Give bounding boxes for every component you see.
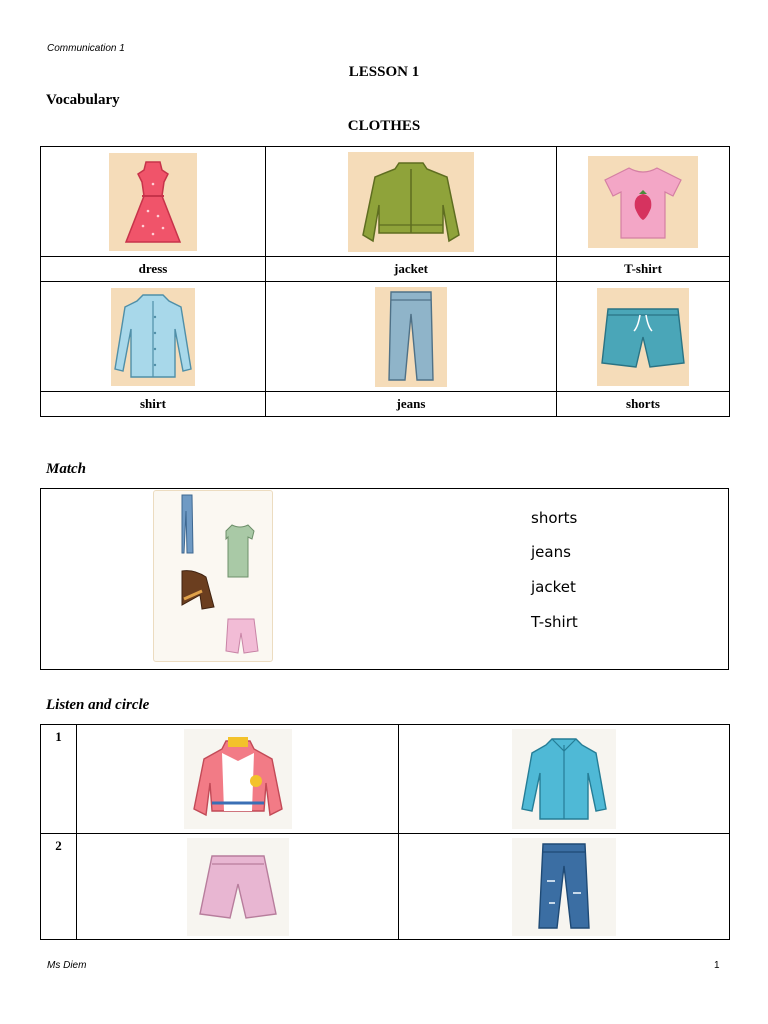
vocab-image-cell (41, 147, 266, 257)
footer-author: Ms Diem (47, 960, 87, 971)
match-heading: Match (46, 461, 87, 477)
shirt-icon (111, 288, 195, 386)
tshirt-icon (588, 156, 698, 248)
listen-option-cell[interactable] (77, 725, 399, 834)
match-picture-card (153, 490, 273, 662)
match-word-jeans: jeans (531, 543, 571, 561)
topic-title: CLOTHES (347, 118, 421, 134)
jeans-icon (182, 495, 193, 553)
shirt-icon (512, 729, 616, 829)
shorts-icon (597, 288, 689, 386)
vocab-label-shirt: shirt (41, 392, 266, 417)
row-number: 2 (41, 834, 77, 940)
listen-heading: Listen and circle (46, 697, 150, 713)
listen-option-cell[interactable] (77, 834, 399, 940)
jacket-icon (184, 729, 292, 829)
tshirt-icon (226, 525, 254, 577)
vocab-image-cell (266, 282, 557, 392)
match-word-tshirt: T-shirt (531, 613, 578, 631)
listen-table (40, 724, 730, 940)
vocab-label-dress: dress (41, 257, 266, 282)
vocab-image-cell (266, 147, 557, 257)
match-box (40, 488, 729, 670)
row-number: 1 (41, 725, 77, 834)
jacket-icon (348, 152, 474, 252)
vocab-image-cell (557, 147, 730, 257)
vocab-label-jacket: jacket (266, 257, 557, 282)
vocab-image-cell (557, 282, 730, 392)
dress-icon (109, 153, 197, 251)
page-number: 1 (714, 960, 720, 971)
vocabulary-heading: Vocabulary (46, 92, 120, 108)
jeans-icon (512, 838, 616, 936)
match-word-shorts: shorts (531, 509, 578, 527)
vocab-label-tshirt: T-shirt (557, 257, 730, 282)
vocab-label-jeans: jeans (266, 392, 557, 417)
lesson-title: LESSON 1 (348, 64, 420, 80)
shorts-icon (226, 619, 258, 653)
vocab-label-shorts: shorts (557, 392, 730, 417)
vocabulary-table (40, 146, 730, 417)
jeans-icon (375, 287, 447, 387)
match-word-jacket: jacket (531, 578, 576, 596)
header-left: Communication 1 (47, 43, 125, 54)
shorts-icon (187, 838, 289, 936)
vocab-image-cell (41, 282, 266, 392)
listen-option-cell[interactable] (399, 725, 730, 834)
listen-option-cell[interactable] (399, 834, 730, 940)
jacket-icon (182, 571, 214, 609)
